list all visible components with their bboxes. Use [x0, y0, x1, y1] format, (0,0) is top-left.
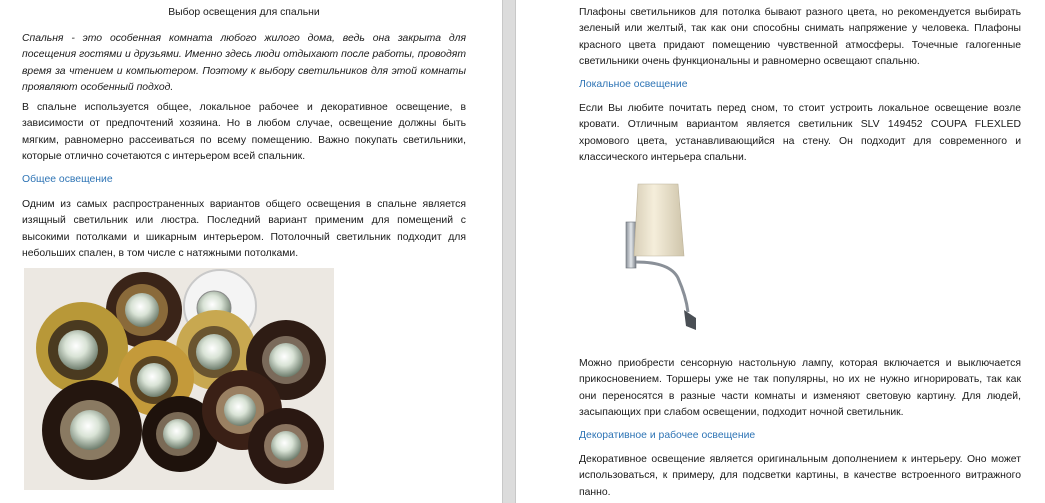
wall-lamp-image — [612, 178, 732, 338]
heading-local-lighting: Локальное освещение — [579, 79, 688, 90]
decorative-lighting-paragraph: Декоративное освещение является оригинальным дополнением к интерьеру. Оно может использоваться, к примеру, для подсветки картины, в качестве встроенного витражного панно. — [579, 454, 1021, 498]
spotlight-gold-left — [36, 302, 128, 394]
ceiling-shades-paragraph: Плафоны светильников для потолка бывают разного цвета, но рекомендуется выбирать зеленый или желтый, так как они способны снимать напряжение у человека. Плафоны красного цвета придают помещению чувственной атмосферы. Точечные галогенные светильники очень функциональны и равномерно освещают спальню. — [579, 7, 1021, 67]
spotlight-dark-bottom-left — [42, 380, 142, 480]
local-lighting-paragraph: Если Вы любите почитать перед сном, то стоит устроить локальное освещение возле кровати. Отличным вариантом является светильник SLV 149452 COUPA FLEXLED хромового цвета, устанавливающийся на стену. Он подходит для современного и классического интерьера спальни. — [579, 103, 1021, 163]
page-separator — [502, 0, 516, 503]
lighting-types-paragraph: В спальне используется общее, локальное рабочее и декоративное освещение, в зависимости от предпочтений хозяина. Но в любом случае, освещение должны быть мягким, равномерно рассеиваться по всему помещению. Важно покупать светильники, которые отлично сочетаются с интерьером всей спальник. — [22, 102, 466, 162]
document-page-right — [516, 0, 1045, 503]
document-page-left — [0, 0, 502, 503]
heading-decorative-lighting: Декоративное и рабочее освещение — [579, 430, 756, 441]
page-title: Выбор освещения для спальни — [168, 7, 320, 18]
intro-paragraph: Спальня - это особенная комната любого жилого дома, ведь она закрыта для посещения гостями и друзьями. Именно здесь люди отдыхают после работы, проводят время за чтением и компьютером. Поэтому к выбору светильников для этой комнаты проявляют особенный подход. — [22, 33, 466, 93]
spotlight-bronze-bottom-right — [248, 408, 324, 484]
touch-lamp-paragraph: Можно приобрести сенсорную настольную лампу, которая включается и выключается прикосновением. Торшеры уже не так популярны, но их не нужно игнорировать, так как они переносятся в разные части комнаты и изменяют световую картину. Для людей, засыпающих при слабом освещении, подходит ночной светильник. — [579, 358, 1021, 418]
general-lighting-paragraph: Одним из самых распространенных вариантов общего освещения в спальне является изящный светильник или люстра. Последний вариант применим для помещений с высокими потолками и шикарным интерьером. Потолочный светильник подходит для небольших спален, в том числе с натяжными потолками. — [22, 199, 466, 259]
ceiling-spotlights-photo — [24, 268, 334, 490]
heading-general-lighting: Общее освещение — [22, 174, 113, 185]
spotlights-illustration — [24, 268, 334, 490]
